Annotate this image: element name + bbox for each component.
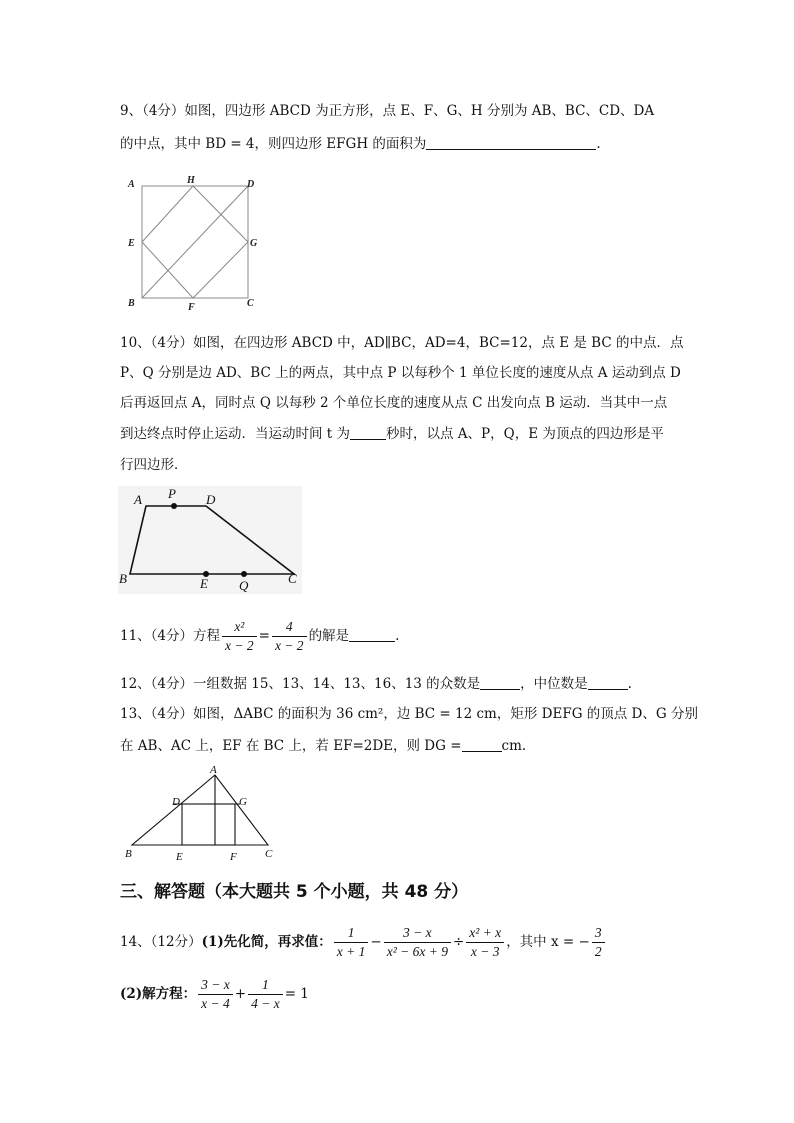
q12-middle: ，中位数是 (520, 676, 588, 692)
label-q: Q (239, 578, 249, 593)
q11-rhs-den: x − 2 (274, 638, 304, 653)
label-g: G (239, 796, 247, 808)
label-p: P (168, 486, 176, 501)
q12-prefix: 12、（4分）一组数据 15、13、14、13、16、13 的众数是 (120, 676, 481, 692)
q10-line4 (120, 424, 664, 444)
label-a: A (210, 764, 217, 776)
q14-prefix: 14、（12分） (120, 934, 202, 950)
q11-suffix: 的解是 (308, 628, 350, 644)
q14-fraction-1 (334, 924, 369, 961)
q11-rhs-fraction (272, 618, 307, 655)
q14-fraction-2 (384, 924, 451, 961)
q14-part2-label: (2)解方程： (120, 986, 197, 1002)
q14-minus: − (370, 934, 382, 950)
q11-lhs-num: x² (222, 618, 257, 637)
label-b: B (119, 571, 127, 586)
section-heading: 三、解答题（本大题共 5 个小题，共 48 分） (120, 882, 469, 902)
label-b: B (125, 848, 132, 860)
q14-f4-den: 2 (594, 944, 602, 959)
label-f: F (230, 851, 237, 863)
q14-f3-den: x − 3 (470, 944, 500, 959)
q14-f4-num: 3 (592, 924, 605, 943)
q14-g1-den: x − 4 (201, 996, 230, 1011)
q12-end: . (627, 676, 632, 692)
q10-line3: 后再返回点 A，同时点 Q 以每秒 2 个单位长度的速度从点 C 出发向点 B 运动．当其中一点 (120, 395, 668, 411)
q10-line1: 10、（4分）如图，在四边形 ABCD 中，AD∥BC，AD=4，BC=12，点 E 是 BC 的中点．点 (120, 335, 684, 351)
label-d: D (206, 492, 216, 507)
diagonal-bd (142, 186, 248, 298)
q10-line5: 行四边形． (120, 457, 188, 473)
q10-line4-text: 到达终点时停止运动．当运动时间 t 为 (120, 426, 351, 442)
q13-triangle-figure (118, 763, 283, 863)
label-e: E (176, 851, 183, 863)
q13-line2-text: 在 AB、AC 上，EF 在 BC 上，若 EF=2DE，则 DG = (120, 738, 462, 754)
q14-f1-den: x + 1 (336, 944, 366, 959)
label-c: C (265, 848, 273, 860)
label-g: G (250, 238, 258, 249)
q12-median-blank (588, 675, 628, 690)
q13-line2-end: cm. (501, 738, 527, 754)
q14-plus: + (234, 986, 247, 1002)
q9-line2-text: 的中点，其中 BD = 4，则四边形 EFGH 的面积为 (120, 136, 427, 152)
rectangle-defg (182, 804, 235, 845)
q10-line4-end: 秒时，以点 A、P，Q，E 为顶点的四边形是平 (386, 426, 664, 442)
q14-eq-fraction-2 (248, 976, 283, 1013)
q14-f3-num: x² + x (466, 924, 504, 943)
q13-answer-blank (462, 737, 502, 752)
q12-mode-blank (480, 675, 520, 690)
label-f: F (188, 302, 195, 313)
q13-line2 (120, 736, 526, 756)
q14-fraction-value (592, 924, 605, 961)
q9-square-figure (120, 172, 270, 317)
q9-line2-end: . (596, 136, 601, 152)
q11-answer-blank (349, 627, 395, 642)
q11-end: . (395, 628, 400, 644)
q14-divide: ÷ (452, 934, 465, 950)
q11-rhs-num: 4 (272, 618, 307, 637)
q14-g2-num: 1 (248, 976, 283, 995)
label-c: C (247, 298, 254, 309)
q10-line2: P、Q 分别是边 AD、BC 上的两点，其中点 P 以每秒个 1 单位长度的速度从点 A 运动到点 D (120, 365, 681, 381)
label-b: B (128, 298, 135, 309)
q10-answer-blank (350, 425, 386, 440)
q11-line (120, 616, 399, 656)
q14-g2-den: 4 − x (251, 996, 280, 1011)
q9-line1: 9、（4分）如图，四边形 ABCD 为正方形，点 E、F、G、H 分别为 AB、BC、CD、DA (120, 103, 655, 119)
q14-f1-num: 1 (334, 924, 369, 943)
q9-answer-blank (426, 135, 596, 150)
q14-part2-line (120, 972, 309, 1016)
q13-line1: 13、（4分）如图，ΔABC 的面积为 36 cm²，边 BC = 12 cm，矩形 DEFG 的顶点 D、G 分别 (120, 706, 698, 722)
point-p (171, 503, 177, 509)
q14-f2-den: x² − 6x + 9 (386, 944, 448, 959)
q9-line2 (120, 134, 601, 154)
q11-lhs-den: x − 2 (225, 638, 254, 653)
q14-eq-fraction-1 (198, 976, 233, 1013)
label-h: H (187, 175, 195, 186)
q14-f2-num: 3 − x (384, 924, 451, 943)
q14-fraction-3 (466, 924, 504, 961)
q14-eq-tail: = 1 (284, 986, 309, 1002)
q14-g1-num: 3 − x (198, 976, 233, 995)
q10-trapezoid-figure (118, 486, 302, 594)
label-e: E (200, 576, 208, 591)
q12-line (120, 674, 632, 694)
label-c: C (288, 571, 297, 586)
triangle-abc (132, 775, 268, 845)
label-a: A (134, 492, 142, 507)
label-e: E (128, 238, 135, 249)
point-q (241, 571, 247, 577)
label-a: A (128, 179, 135, 190)
label-d: D (247, 179, 255, 190)
q14-part1-label: (1)先化简，再求值： (201, 934, 332, 950)
q14-where: ，其中 x = − (506, 934, 590, 950)
label-d: D (172, 796, 180, 808)
q11-prefix: 11、（4分）方程 (120, 628, 221, 644)
q11-equals: = (258, 628, 270, 644)
q11-lhs-fraction (222, 618, 257, 655)
q14-part1-line (120, 920, 607, 964)
